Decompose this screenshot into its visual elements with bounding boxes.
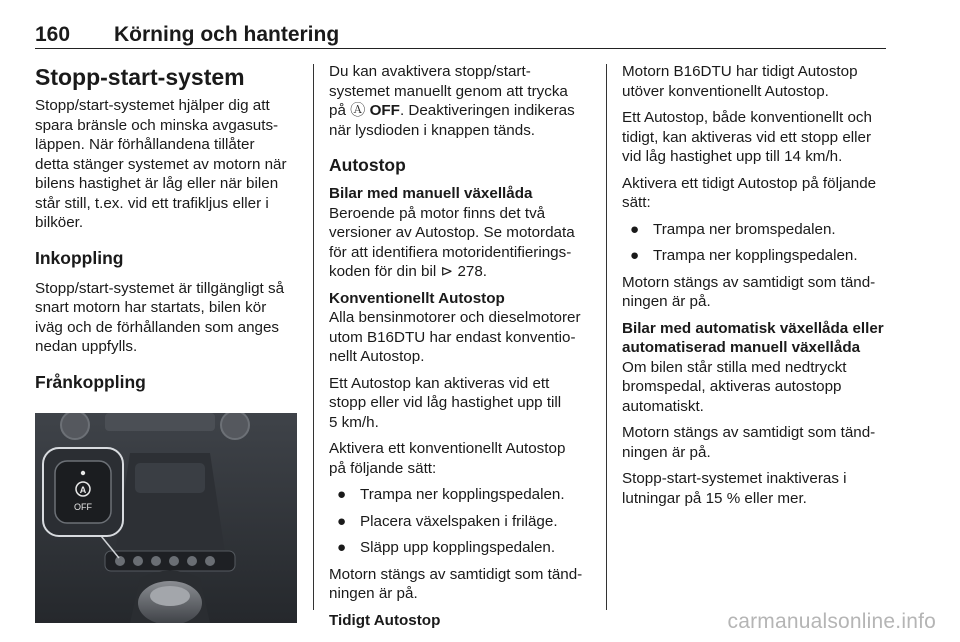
conv-speed-paragraph: Ett Autostop kan aktiveras vid ett stopp eller vid låg hastighet upp till 5 km/h. [329, 374, 562, 431]
svg-text:A: A [79, 484, 87, 495]
watermark: carmanualsonline.info [727, 610, 936, 633]
list-item: ● Trampa ner kopplingspedalen. [630, 247, 858, 264]
stop-start-button-figure [35, 413, 297, 623]
subheading-early: Tidigt Autostop [329, 611, 441, 629]
column-3 [622, 62, 892, 515]
page-number: 160 [35, 23, 71, 46]
column-1 [35, 62, 305, 628]
button-off-label: OFF [74, 501, 92, 512]
heading-frankoppling: Frånkoppling [35, 371, 146, 392]
conv-activate-paragraph: Aktivera ett konventionellt Autostop på följande sätt: [329, 440, 566, 477]
engine-off-paragraph-2: Motorn stängs av samtidigt som tänd- ningen är på. [622, 424, 876, 461]
bullet-icon: ● [630, 247, 640, 264]
conventional-paragraph: Konventionellt Autostop Alla bensinmotorer och dieselmotorer utom B16DTU har endast konventio- nellt Autostop. [329, 289, 599, 367]
engine-off-paragraph: Motorn stängs av samtidigt som tänd- ningen är på. [329, 565, 583, 602]
inkoppling-paragraph: Stopp/start-systemet är tillgängligt så snart motorn har startats, bilen kör iväg och de förhållanden som anges nedan uppfylls. [35, 279, 285, 355]
manual-paragraph: Bilar med manuell växellåda Beroende på motor finns det två versioner av Autostop. Se motordata för att identifiera motoridentifierings- koden för din bil ⊳ 278. [329, 184, 599, 282]
bullet-icon: ● [337, 512, 347, 530]
heading-inkoppling: Inkoppling [35, 247, 124, 268]
page-header [35, 18, 886, 49]
list-item: ● Trampa ner kopplingspedalen. [337, 486, 565, 503]
list-item: ● Placera växelspaken i friläge. [337, 512, 558, 530]
bullet-icon: ● [337, 539, 347, 556]
early-speed-paragraph: Ett Autostop, både konventionellt och tidigt, kan aktiveras vid ett stopp eller vid låg hastighet upp till 14 km/h. [622, 109, 872, 165]
intro-paragraph: Stopp/start-systemet hjälper dig att spara bränsle och minska avgasuts- läppen. När förhållandena tillåter detta stänger systemet av motorn när bilens hastighet är låg eller när bilen står still, t.ex. vid ett trafikljus eller i bilköer. [35, 97, 287, 231]
subheading-manual: Bilar med manuell växellåda [329, 185, 533, 202]
subheading-conventional: Konventionellt Autostop [329, 289, 505, 307]
early-activate-paragraph: Aktivera ett tidigt Autostop på följande sätt: [622, 174, 877, 211]
automatic-paragraph: Bilar med automatisk växellåda eller automatiserad manuell växellåda Om bilen står stilla med nedtryckt bromspedal, aktiveras autostopp automatiskt. [622, 319, 892, 417]
section-title: Stopp-start-system [35, 64, 245, 90]
subheading-automatic: Bilar med automatisk växellåda eller [622, 319, 884, 337]
page-ref-arrow-icon: ⊳ [440, 263, 454, 280]
heading-autostop: Autostop [329, 155, 406, 175]
list-item: ● Släpp upp kopplingspedalen. [337, 539, 556, 556]
list-item: ● Trampa ner bromspedalen. [630, 220, 836, 238]
bullet-icon: ● [337, 486, 347, 503]
bullet-icon: ● [630, 220, 640, 238]
early-intro-paragraph: Motorn B16DTU har tidigt Autostop utöver konventionellt Autostop. [622, 63, 858, 100]
engine-off-paragraph: Motorn stängs av samtidigt som tänd- ningen är på. [622, 273, 876, 310]
deactivate-paragraph: Du kan avaktivera stopp/start- systemet manuellt genom att trycka på Ⓐ OFF. Deaktiveringen indikeras när lysdioden i knappen tänds. [329, 63, 575, 139]
column-2 [329, 62, 599, 630]
incline-paragraph: Stopp-start-systemet inaktiveras i lutningar på 15 % eller mer. [622, 470, 847, 507]
chapter-title: Körning och hantering [114, 23, 340, 46]
column-divider-1 [313, 64, 314, 610]
column-divider-2 [606, 64, 607, 610]
autostop-icon: Ⓐ [350, 102, 366, 119]
